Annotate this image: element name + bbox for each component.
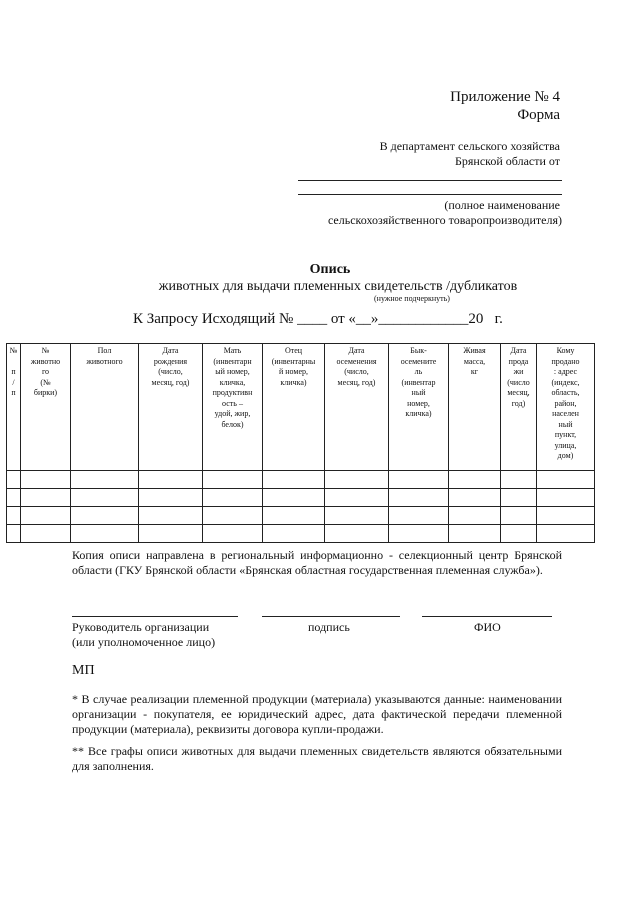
recipient-line-2: Брянской области от (455, 154, 560, 168)
table-row (7, 507, 595, 525)
table-cell[interactable] (21, 507, 71, 525)
table-cell[interactable] (325, 507, 389, 525)
table-cell[interactable] (537, 471, 595, 489)
table-row (7, 471, 595, 489)
column-header-2: № животно го (№ бирки) (21, 344, 71, 471)
stamp-place: МП (72, 663, 95, 678)
table-row (7, 489, 595, 507)
table-cell[interactable] (389, 489, 449, 507)
table-cell[interactable] (139, 471, 203, 489)
table-cell[interactable] (7, 525, 21, 543)
recipient-line-1: В департамент сельского хозяйства (379, 139, 560, 153)
table-cell[interactable] (139, 489, 203, 507)
table-cell[interactable] (389, 471, 449, 489)
underline-note: (нужное подчеркнуть) (374, 294, 450, 303)
table-cell[interactable] (325, 525, 389, 543)
table-cell[interactable] (325, 489, 389, 507)
table-cell[interactable] (449, 471, 501, 489)
request-line: К Запросу Исходящий № ____ от «__»____________20 г. (133, 311, 503, 327)
sender-blank-line-2[interactable] (298, 194, 562, 195)
table-cell[interactable] (501, 525, 537, 543)
table-cell[interactable] (71, 507, 139, 525)
table-cell[interactable] (389, 507, 449, 525)
table-cell[interactable] (139, 525, 203, 543)
signature-blank-line[interactable] (262, 616, 400, 617)
table-cell[interactable] (449, 507, 501, 525)
form-label: Форма (517, 107, 560, 123)
table-cell[interactable] (537, 489, 595, 507)
column-header-10: Дата прода жи (число месяц, год) (501, 344, 537, 471)
table-cell[interactable] (203, 471, 263, 489)
table-header-row (7, 344, 595, 471)
table-cell[interactable] (71, 489, 139, 507)
table-cell[interactable] (501, 489, 537, 507)
column-header-6: Отец (инвентарны й номер, кличка) (263, 344, 325, 471)
table-cell[interactable] (537, 507, 595, 525)
table-cell[interactable] (203, 489, 263, 507)
name-blank-line[interactable] (422, 616, 552, 617)
column-header-9: Живая масса, кг (449, 344, 501, 471)
table-cell[interactable] (537, 525, 595, 543)
table-cell[interactable] (501, 507, 537, 525)
table-cell[interactable] (449, 525, 501, 543)
appendix-number: Приложение № 4 (450, 89, 560, 105)
role-blank-line[interactable] (72, 616, 238, 617)
column-header-5: Мать (инвентарн ый номер, кличка, продуктивн ость – удой, жир, белок) (203, 344, 263, 471)
table-cell[interactable] (263, 507, 325, 525)
signature-label: подпись (308, 620, 350, 634)
column-header-4: Дата рождения (число, месяц, год) (139, 344, 203, 471)
signer-role-hint: (или уполномоченное лицо) (72, 635, 216, 649)
table-cell[interactable] (263, 489, 325, 507)
column-header-7: Дата осеменения (число, месяц, год) (325, 344, 389, 471)
table-cell[interactable] (71, 471, 139, 489)
table-cell[interactable] (203, 525, 263, 543)
footnote-1: * В случае реализации племенной продукции (материала) указываются данные: наименовании организации - покупателя, ее юридический адрес, дата фактической передачи племенной продукции (материала), реквизиты договора купли-продажи. (72, 692, 562, 736)
sender-blank-line-1[interactable] (298, 180, 562, 181)
table-cell[interactable] (7, 489, 21, 507)
animals-table (6, 343, 595, 543)
full-name-label: ФИО (474, 620, 501, 634)
table-cell[interactable] (21, 525, 71, 543)
sender-hint-1: (полное наименование (444, 198, 560, 212)
table-cell[interactable] (263, 471, 325, 489)
table-cell[interactable] (449, 489, 501, 507)
column-header-8: Бык- осемените ль (инвентар ный номер, кличка) (389, 344, 449, 471)
document-subtitle: животных для выдачи племенных свидетельств /дубликатов (158, 279, 518, 294)
table-cell[interactable] (263, 525, 325, 543)
table-cell[interactable] (7, 471, 21, 489)
table-cell[interactable] (71, 525, 139, 543)
signer-role: Руководитель организации (72, 620, 210, 634)
copy-note: Копия описи направлена в региональный информационно - селекционный центр Брянской области (ГКУ Брянской области «Брянская областная государственная племенная служба»). (72, 548, 562, 577)
column-header-1: № п / п (7, 344, 21, 471)
table-cell[interactable] (21, 489, 71, 507)
table-row (7, 525, 595, 543)
column-header-3: Пол животного (71, 344, 139, 471)
table-cell[interactable] (7, 507, 21, 525)
document-title: Опись (309, 262, 351, 277)
table-cell[interactable] (501, 471, 537, 489)
column-header-11: Кому продано : адрес (индекс, область, район, населен ный пункт, улица, дом) (537, 344, 595, 471)
table-cell[interactable] (325, 471, 389, 489)
sender-hint-2: сельскохозяйственного товаропроизводителя) (327, 213, 562, 227)
table-cell[interactable] (389, 525, 449, 543)
footnote-2: ** Все графы описи животных для выдачи племенных свидетельств являются обязательными для заполнения. (72, 744, 562, 773)
table-cell[interactable] (139, 507, 203, 525)
table-cell[interactable] (21, 471, 71, 489)
table-cell[interactable] (203, 507, 263, 525)
